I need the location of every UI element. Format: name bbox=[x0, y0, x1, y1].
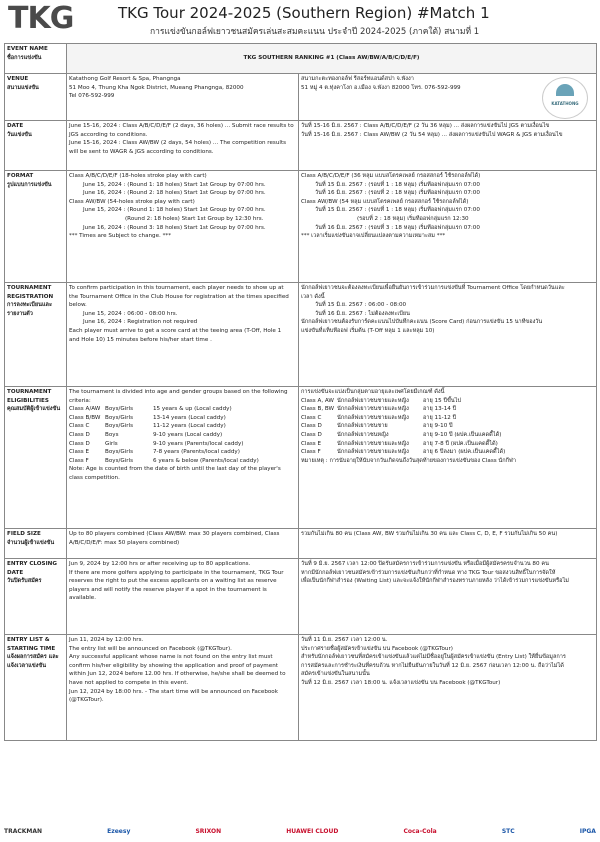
label-date bbox=[5, 121, 67, 171]
label-entry-closing bbox=[5, 559, 67, 635]
eligibility-cell: 9-10 years (Parents/local caddy) bbox=[153, 440, 244, 447]
text-line: June 16, 2024 : Registration not required bbox=[83, 319, 198, 326]
text-line: ประกาศรายชื่อผู้สมัครเข้าแข่งขัน บน Facebook (@TKGTour) bbox=[301, 645, 453, 652]
text-line: Class AW/BW (54 หลุม แบบสโตรคเพลย์ กรอสสกอร์ ใช้รถกอล์ฟได้) bbox=[301, 198, 469, 205]
eligibility-cell: Class D bbox=[301, 423, 322, 430]
eligibilities-en-table bbox=[69, 405, 296, 465]
eligibility-cell: Class A, AW bbox=[301, 397, 334, 404]
text-line: สมัครเข้าแข่งขันในสนามนั้น bbox=[301, 671, 370, 678]
eligibility-cell: 9-10 years (Local caddy) bbox=[153, 431, 223, 438]
text-line: Class AW/BW (54-holes stroke play with cart) bbox=[69, 198, 195, 205]
eligibility-cell: นักกอล์ฟเยาวชนชายและหญิง bbox=[337, 440, 409, 447]
eligibility-cell: อายุ 6 ปีลงมา (ผปค.เป็นแคดดี้ได้) bbox=[423, 449, 506, 456]
text-line: วันที่ 15-16 มิ.ย. 2567 : Class AW/BW (2 วัน 54 หลุม) ... ส่งผลการแข่งขันไป WAGR & JGS ตามเงื่อนไข bbox=[301, 131, 563, 138]
text-line: วันที่ 15-16 มิ.ย. 2567 : Class A/B/C/D/E/F (2 วัน 36 หลุม) ... ส่งผลการแข่งขันไป JGS ตามเงื่อนไข bbox=[301, 123, 550, 129]
eligibility-cell: Boys/Girls bbox=[105, 414, 134, 421]
text-line: June 15, 2024 : 06:00 - 08:00 hrs. bbox=[83, 310, 178, 317]
text-line: A/B/C/D/E/F: max 50 players combined) bbox=[69, 539, 180, 546]
text-line: วันที่ 15 มิ.ย. 2567 : 06:00 - 08:00 bbox=[315, 302, 407, 309]
tournament-info-table bbox=[4, 43, 597, 741]
eligibility-cell: Class C bbox=[301, 414, 322, 421]
eligibility-cell: Class F bbox=[301, 449, 321, 456]
text-line: June 15, 2024 : (Round 1: 18 holes) Start 1st Group by 07:00 hrs. bbox=[83, 207, 266, 214]
ranking-title: TKG SOUTHERN RANKING #1 (Class AW/BW/A/B/C/D/E/F) bbox=[67, 44, 597, 74]
eligibility-cell: นักกอล์ฟเยาวชนชายและหญิง bbox=[337, 414, 409, 421]
label-registration bbox=[5, 283, 67, 387]
text-line: วันที่ 12 มิ.ย. 2567 เวลา 18:00 น. แจ้งเวลาแข่งขัน บน Facebook (@TKGTour) bbox=[301, 679, 501, 686]
eligibility-row bbox=[69, 431, 296, 440]
text-line: and Hole 10) 15 minutes before his/her start time . bbox=[69, 336, 212, 343]
eligibility-row bbox=[69, 414, 296, 423]
page-title: TKG Tour 2024-2025 (Southern Region) #Match 1 bbox=[118, 4, 490, 22]
label-line: วันปิดรับสมัคร bbox=[7, 578, 42, 585]
text-line: (Round 2: 18 holes) Start 1st Group by 12:30 hrs. bbox=[125, 215, 264, 222]
format-th bbox=[299, 171, 597, 283]
text-line: *** เวลาเริ่มแข่งขันอาจเปลี่ยนแปลงตามความเหมาะสม *** bbox=[301, 233, 446, 240]
eligibility-row bbox=[69, 422, 296, 431]
venue-logo-text: KATATHONG bbox=[551, 101, 579, 106]
label-line: ENTRY LIST & bbox=[7, 637, 50, 643]
eligibility-cell: นักกอล์ฟเยาวชนชายและหญิง bbox=[337, 449, 409, 456]
sponsor-bar bbox=[4, 823, 596, 839]
eligibility-cell: Girls bbox=[105, 440, 118, 447]
sponsor-logo: Coca-Cola bbox=[403, 827, 437, 835]
venue-th bbox=[299, 74, 597, 121]
format-en bbox=[67, 171, 299, 283]
label-line: คุณสมบัติผู้เข้าแข่งขัน bbox=[7, 406, 61, 413]
text-line: June 15, 2024 : (Round 1: 18 holes) Start 1st Group by 07:00 hrs. bbox=[83, 181, 266, 188]
text-line: วันที่ 16 มิ.ย. 2567 : (รอบที่ 2 : 18 หลุม) เริ่มทีออฟกลุ่มแรก 07:00 bbox=[315, 190, 480, 197]
eligibilities-th-note bbox=[301, 457, 594, 466]
text-line: นักกอล์ฟเยาวชนต้องรับการ์ดคะแนนไปบันทึกคะแนน (Score Card) ก่อนการแข่งขัน 15 นาทีของวัน bbox=[301, 319, 543, 326]
eligibility-cell: อายุ 9-10 ปี (ผปค.เป็นแคดดี้ได้) bbox=[423, 431, 502, 438]
entry-closing-th bbox=[299, 559, 597, 635]
label-line: จำนวนผู้เข้าแข่งขัน bbox=[7, 539, 55, 546]
label-line: STARTING TIME bbox=[7, 645, 56, 652]
label-entry-list bbox=[5, 635, 67, 741]
eligibility-cell: Class D bbox=[69, 431, 90, 438]
eligibility-cell: Class F bbox=[69, 457, 89, 464]
text-line: Class A/B/C/D/E/F (18-holes stroke play with cart) bbox=[69, 173, 207, 179]
label-line: ENTRY CLOSING bbox=[7, 561, 57, 567]
eligibility-cell: นักกอล์ฟเยาวชนชายและหญิง bbox=[337, 397, 409, 404]
label-field-size bbox=[5, 529, 67, 559]
label-event-name bbox=[5, 44, 67, 74]
date-en bbox=[67, 121, 299, 171]
eligibility-row bbox=[301, 431, 594, 440]
eligibility-cell: อายุ 11-12 ปี bbox=[423, 414, 457, 421]
entry-list-en bbox=[67, 635, 299, 741]
eligibility-cell: Class D bbox=[69, 440, 90, 447]
label-line: ชื่อการแข่งขัน bbox=[7, 54, 42, 61]
eligibilities-en-intro bbox=[69, 388, 296, 405]
text-line: below. bbox=[69, 302, 87, 309]
text-line: แข่งขันที่แท็บทีออฟ เริ่มต้น (T-Off หลุม 1 และหลุม 10) bbox=[301, 327, 435, 334]
label-line: แจ้งเวลาแข่งขัน bbox=[7, 662, 47, 669]
text-line: หมายเหตุ : การนับอายุให้นับจากวันเกิดจนถึงวันสุดท้ายของการแข่งขันของ Class นักกีฬา bbox=[301, 457, 516, 464]
eligibility-row bbox=[301, 405, 594, 414]
eligibility-cell: Class A/AW bbox=[69, 406, 101, 413]
eligibility-cell: อายุ 9-10 ปี bbox=[423, 423, 453, 430]
eligibility-cell: 11-12 years (Local caddy) bbox=[153, 423, 226, 430]
sponsor-logo: SRIXON bbox=[195, 827, 222, 835]
eligibility-row bbox=[69, 405, 296, 414]
text-line: criteria: bbox=[69, 397, 91, 404]
eligibility-cell: 15 years & up (Local caddy) bbox=[153, 406, 232, 413]
eligibility-cell: 6 years & below (Parents/local caddy) bbox=[153, 457, 259, 464]
text-line: วันที่ 15 มิ.ย. 2567 : (รอบที่ 1 : 18 หลุม) เริ่มทีออฟกลุ่มแรก 07:00 bbox=[315, 207, 480, 214]
eligibility-cell: Boys/Girls bbox=[105, 457, 134, 464]
eligibility-row bbox=[301, 397, 594, 406]
venue-logo-mark bbox=[556, 84, 574, 96]
text-line: players and will notify the reserve player if a spot in the tournament is bbox=[69, 586, 267, 593]
text-line: Class A/B/C/D/E/F (36 หลุม แบบสโตรคเพลย์ กรอสสกอร์ ใช้รถกอล์ฟได้) bbox=[301, 173, 481, 179]
eligibility-row bbox=[69, 457, 296, 466]
text-line: เวลา ดังนี้ bbox=[301, 293, 325, 300]
text-line: June 15-16, 2024 : Class AW/BW (2 days, 54 holes) ... The competition results bbox=[69, 140, 287, 147]
text-line: class competition. bbox=[69, 474, 120, 481]
eligibility-cell: Class D bbox=[301, 431, 322, 438]
label-line: แจ้งผลการสมัคร และ bbox=[7, 654, 59, 661]
eligibility-cell: Class E bbox=[69, 449, 90, 456]
text-line: have not applied to compete in this event. bbox=[69, 679, 189, 686]
eligibility-cell: 7-8 years (Parents/local caddy) bbox=[153, 449, 240, 456]
eligibilities-th bbox=[299, 387, 597, 529]
label-line: รายงานตัว bbox=[7, 310, 33, 317]
text-line: วันที่ 16 มิ.ย. 2567 : (รอบที่ 3 : 18 หลุม) เริ่มทีออฟกลุ่มแรก 07:00 bbox=[315, 224, 480, 231]
eligibility-cell: อายุ 7-8 ปี (ผปค.เป็นแคดดี้ได้) bbox=[423, 440, 498, 447]
text-line: Jun 12, 2024 by 18:00 hrs. - The start time will be announced on Facebook bbox=[69, 688, 278, 695]
text-line: The entry list will be announced on Facebook (@TKGTour). bbox=[69, 645, 232, 652]
label-line: DATE bbox=[7, 569, 24, 576]
text-line: รวมกันไม่เกิน 80 คน (Class AW, BW รวมกันไม่เกิน 30 คน และ Class C, D, E, F รวมกันไม่เกิน 50 คน) bbox=[301, 531, 558, 537]
text-line: Any successful applicant whose name is not found on the entry list must bbox=[69, 654, 273, 661]
label-line: VENUE bbox=[7, 76, 29, 82]
text-line: Jun 11, 2024 by 12:00 hrs. bbox=[69, 637, 144, 643]
venue-en bbox=[67, 74, 299, 121]
text-line: JGS according to conditions. bbox=[69, 131, 148, 138]
label-venue bbox=[5, 74, 67, 121]
sponsor-logo: HUAWEI CLOUD bbox=[286, 827, 339, 835]
text-line: The tournament is divided into age and gender groups based on the following bbox=[69, 389, 288, 395]
eligibility-cell: Boys bbox=[105, 431, 119, 438]
label-line: วันแข่งขัน bbox=[7, 131, 32, 138]
eligibility-cell: อายุ 13-14 ปี bbox=[423, 406, 457, 413]
text-line: วันที่ 16 มิ.ย. 2567 : ไม่ต้องลงทะเบียน bbox=[315, 310, 410, 317]
text-line: the Tournament Office in the Club House for registration at the times specified bbox=[69, 293, 289, 300]
text-line: Tel 076-592-999 bbox=[69, 93, 115, 100]
text-line: วันที่ 11 มิ.ย. 2567 เวลา 12:00 น. bbox=[301, 637, 388, 643]
text-line: สนามกะตะทองกอล์ฟ รีสอร์ทแอนด์สปา จ.พังงา bbox=[301, 76, 414, 82]
eligibility-row bbox=[69, 448, 296, 457]
text-line: June 16, 2024 : (Round 3: 18 holes) Start 1st Group by 07:00 hrs. bbox=[83, 224, 266, 231]
label-line: FORMAT bbox=[7, 173, 34, 179]
eligibility-cell: อายุ 15 ปีขึ้นไป bbox=[423, 397, 462, 404]
eligibility-cell: Boys/Girls bbox=[105, 406, 134, 413]
label-line: TOURNAMENT bbox=[7, 389, 52, 395]
text-line: will be sent to WAGR & JGS according to conditions. bbox=[69, 148, 214, 155]
eligibility-cell: นักกอล์ฟเยาวชนชาย bbox=[337, 423, 388, 430]
label-line: DATE bbox=[7, 123, 24, 129]
entry-closing-en bbox=[67, 559, 299, 635]
text-line: *** Times are Subject to change. *** bbox=[69, 233, 171, 240]
text-line: June 15-16, 2024 : Class A/B/C/D/E/F (2 days, 36 holes) ... Submit race results to bbox=[69, 123, 294, 129]
eligibility-cell: Class E bbox=[301, 440, 322, 447]
date-th bbox=[299, 121, 597, 171]
text-line: available. bbox=[69, 595, 97, 602]
text-line: 51 Moo 4, Thung Kha Ngok District, Mueang Phangnga, 82000 bbox=[69, 84, 244, 91]
text-line: To confirm participation in this tournament, each player needs to show up at bbox=[69, 285, 284, 291]
sponsor-logo: STC bbox=[501, 827, 515, 835]
text-line: reserves the right to put the excess applicants on a waiting list as reserve bbox=[69, 578, 277, 585]
eligibility-cell: Boys/Girls bbox=[105, 449, 134, 456]
sponsor-logo: TRACKMAN bbox=[4, 827, 43, 835]
eligibility-row bbox=[301, 440, 594, 449]
page-subtitle: การแข่งขันกอล์ฟเยาวชนสมัครเล่นสะสมคะแนน ประจำปี 2024-2025 (ภาคใต้) สนามที่ 1 bbox=[150, 27, 480, 37]
venue-logo bbox=[542, 77, 588, 119]
label-line: EVENT NAME bbox=[7, 46, 48, 52]
eligibilities-th-intro bbox=[301, 388, 594, 397]
page-header bbox=[0, 0, 600, 40]
label-line: TOURNAMENT bbox=[7, 285, 52, 291]
label-line: ELIGIBILITIES bbox=[7, 397, 49, 404]
sponsor-logo: IPGA bbox=[579, 827, 596, 835]
label-eligibilities bbox=[5, 387, 67, 529]
eligibility-row bbox=[301, 414, 594, 423]
entry-list-th bbox=[299, 635, 597, 741]
tkg-logo: TKG bbox=[8, 1, 74, 36]
text-line: If there are more golfers applying to participate in the tournament, TKG Tour bbox=[69, 569, 284, 576]
text-line: Katathong Golf Resort & Spa, Phangnga bbox=[69, 76, 181, 82]
text-line: วันที่ 9 มิ.ย. 2567 เวลา 12:00 ปิดรับสมัครการเข้าร่วมการแข่งขัน หรือเมื่อมีผู้สมัครครบจำนวน 80 คน bbox=[301, 561, 549, 567]
text-line: Jun 9, 2024 by 12:00 hrs or after receiving up to 80 applications. bbox=[69, 561, 251, 567]
text-line: 51 หมู่ 4 ต.ทุ่งคาโงก อ.เมือง จ.พังงา 82000 โทร. 076-592-999 bbox=[301, 84, 461, 91]
eligibility-row bbox=[301, 448, 594, 457]
eligibility-row bbox=[69, 440, 296, 449]
label-format bbox=[5, 171, 67, 283]
text-line: Up to 80 players combined (Class AW/BW: max 30 players combined, Class bbox=[69, 531, 280, 537]
eligibilities-th-table bbox=[301, 397, 594, 457]
text-line: นักกอล์ฟเยาวชนจะต้องลงทะเบียนเพื่อยืนยันการเข้าร่วมการแข่งขันที่ Tournament Office โดยกำหนดวันและ bbox=[301, 285, 565, 291]
label-line: รูปแบบการแข่งขัน bbox=[7, 181, 52, 188]
eligibility-cell: นักกอล์ฟเยาวชนหญิง bbox=[337, 431, 389, 438]
eligibility-cell: Class B/BW bbox=[69, 414, 101, 421]
eligibility-cell: Class C bbox=[69, 423, 90, 430]
label-line: การลงทะเบียนและ bbox=[7, 302, 52, 309]
text-line: วันที่ 15 มิ.ย. 2567 : (รอบที่ 1 : 18 หลุม) เริ่มทีออฟกลุ่มแรก 07:00 bbox=[315, 181, 480, 188]
eligibility-cell: นักกอล์ฟเยาวชนชายและหญิง bbox=[337, 406, 409, 413]
text-line: June 16, 2024 : (Round 2: 18 holes) Start 1st Group by 07:00 hrs. bbox=[83, 190, 266, 197]
eligibilities-en bbox=[67, 387, 299, 529]
text-line: เพื่อเป็นนักกีฬาสำรอง (Waiting List) และจะแจ้งให้นักกีฬาสำรองทราบภายหลัง ว่าได้เข้าร่วมการแข่งขันหรือไม่ bbox=[301, 578, 569, 585]
field-size-th bbox=[299, 529, 597, 559]
label-line: FIELD SIZE bbox=[7, 531, 41, 537]
sponsor-logo: Ezeesy bbox=[107, 827, 131, 835]
label-line: สนามแข่งขัน bbox=[7, 84, 39, 91]
text-line: (รอบที่ 2 : 18 หลุม) เริ่มทีออฟกลุ่มแรก 12:30 bbox=[357, 215, 469, 222]
label-line: REGISTRATION bbox=[7, 293, 54, 300]
text-line: การสมัครและการชำระเงินที่ครบถ้วน หากไม่ยืนยันภายในวันที่ 12 มิ.ย. 2567 ก่อนเวลา 12:00 น. ถือว่าไม่ได้ bbox=[301, 662, 564, 669]
text-line: confirm his/her eligibility by showing the application and proof of payment bbox=[69, 662, 278, 669]
text-line: (@TKGTour). bbox=[69, 697, 104, 704]
eligibility-cell: 13-14 years (Local caddy) bbox=[153, 414, 226, 421]
eligibilities-en-note bbox=[69, 465, 296, 482]
registration-en bbox=[67, 283, 299, 387]
text-line: การแข่งขันจะแบ่งเป็นกลุ่มตามอายุและเพศโดยมีเกณฑ์ ดังนี้ bbox=[301, 389, 445, 395]
registration-th bbox=[299, 283, 597, 387]
eligibility-cell: Class B, BW bbox=[301, 406, 335, 413]
text-line: หากมีนักกอล์ฟเยาวชนสมัครเข้าร่วมการแข่งขันเกินกว่าที่กำหนด ทาง TKG Tour ขอสงวนสิทธิ์ในการจัดให้ bbox=[301, 569, 556, 576]
text-line: สำหรับนักกอล์ฟเยาวชนที่สมัครเข้าแข่งขันแล้วแต่ไม่มีชื่ออยู่ในผู้สมัครเข้าแข่งขัน (Entry List) ให้ยื่นข้อมูลการ bbox=[301, 654, 566, 661]
text-line: Each player must arrive to get a score card at the teeing area (T-Off, Hole 1 bbox=[69, 327, 282, 334]
eligibility-row bbox=[301, 422, 594, 431]
eligibility-cell: Boys/Girls bbox=[105, 423, 134, 430]
field-size-en bbox=[67, 529, 299, 559]
text-line: Note: Age is counted from the date of birth until the last day of the player's bbox=[69, 466, 281, 473]
text-line: within Jun 12, 2024 before 12.00 hrs. If otherwise, he/she shall be deemed to bbox=[69, 671, 286, 678]
